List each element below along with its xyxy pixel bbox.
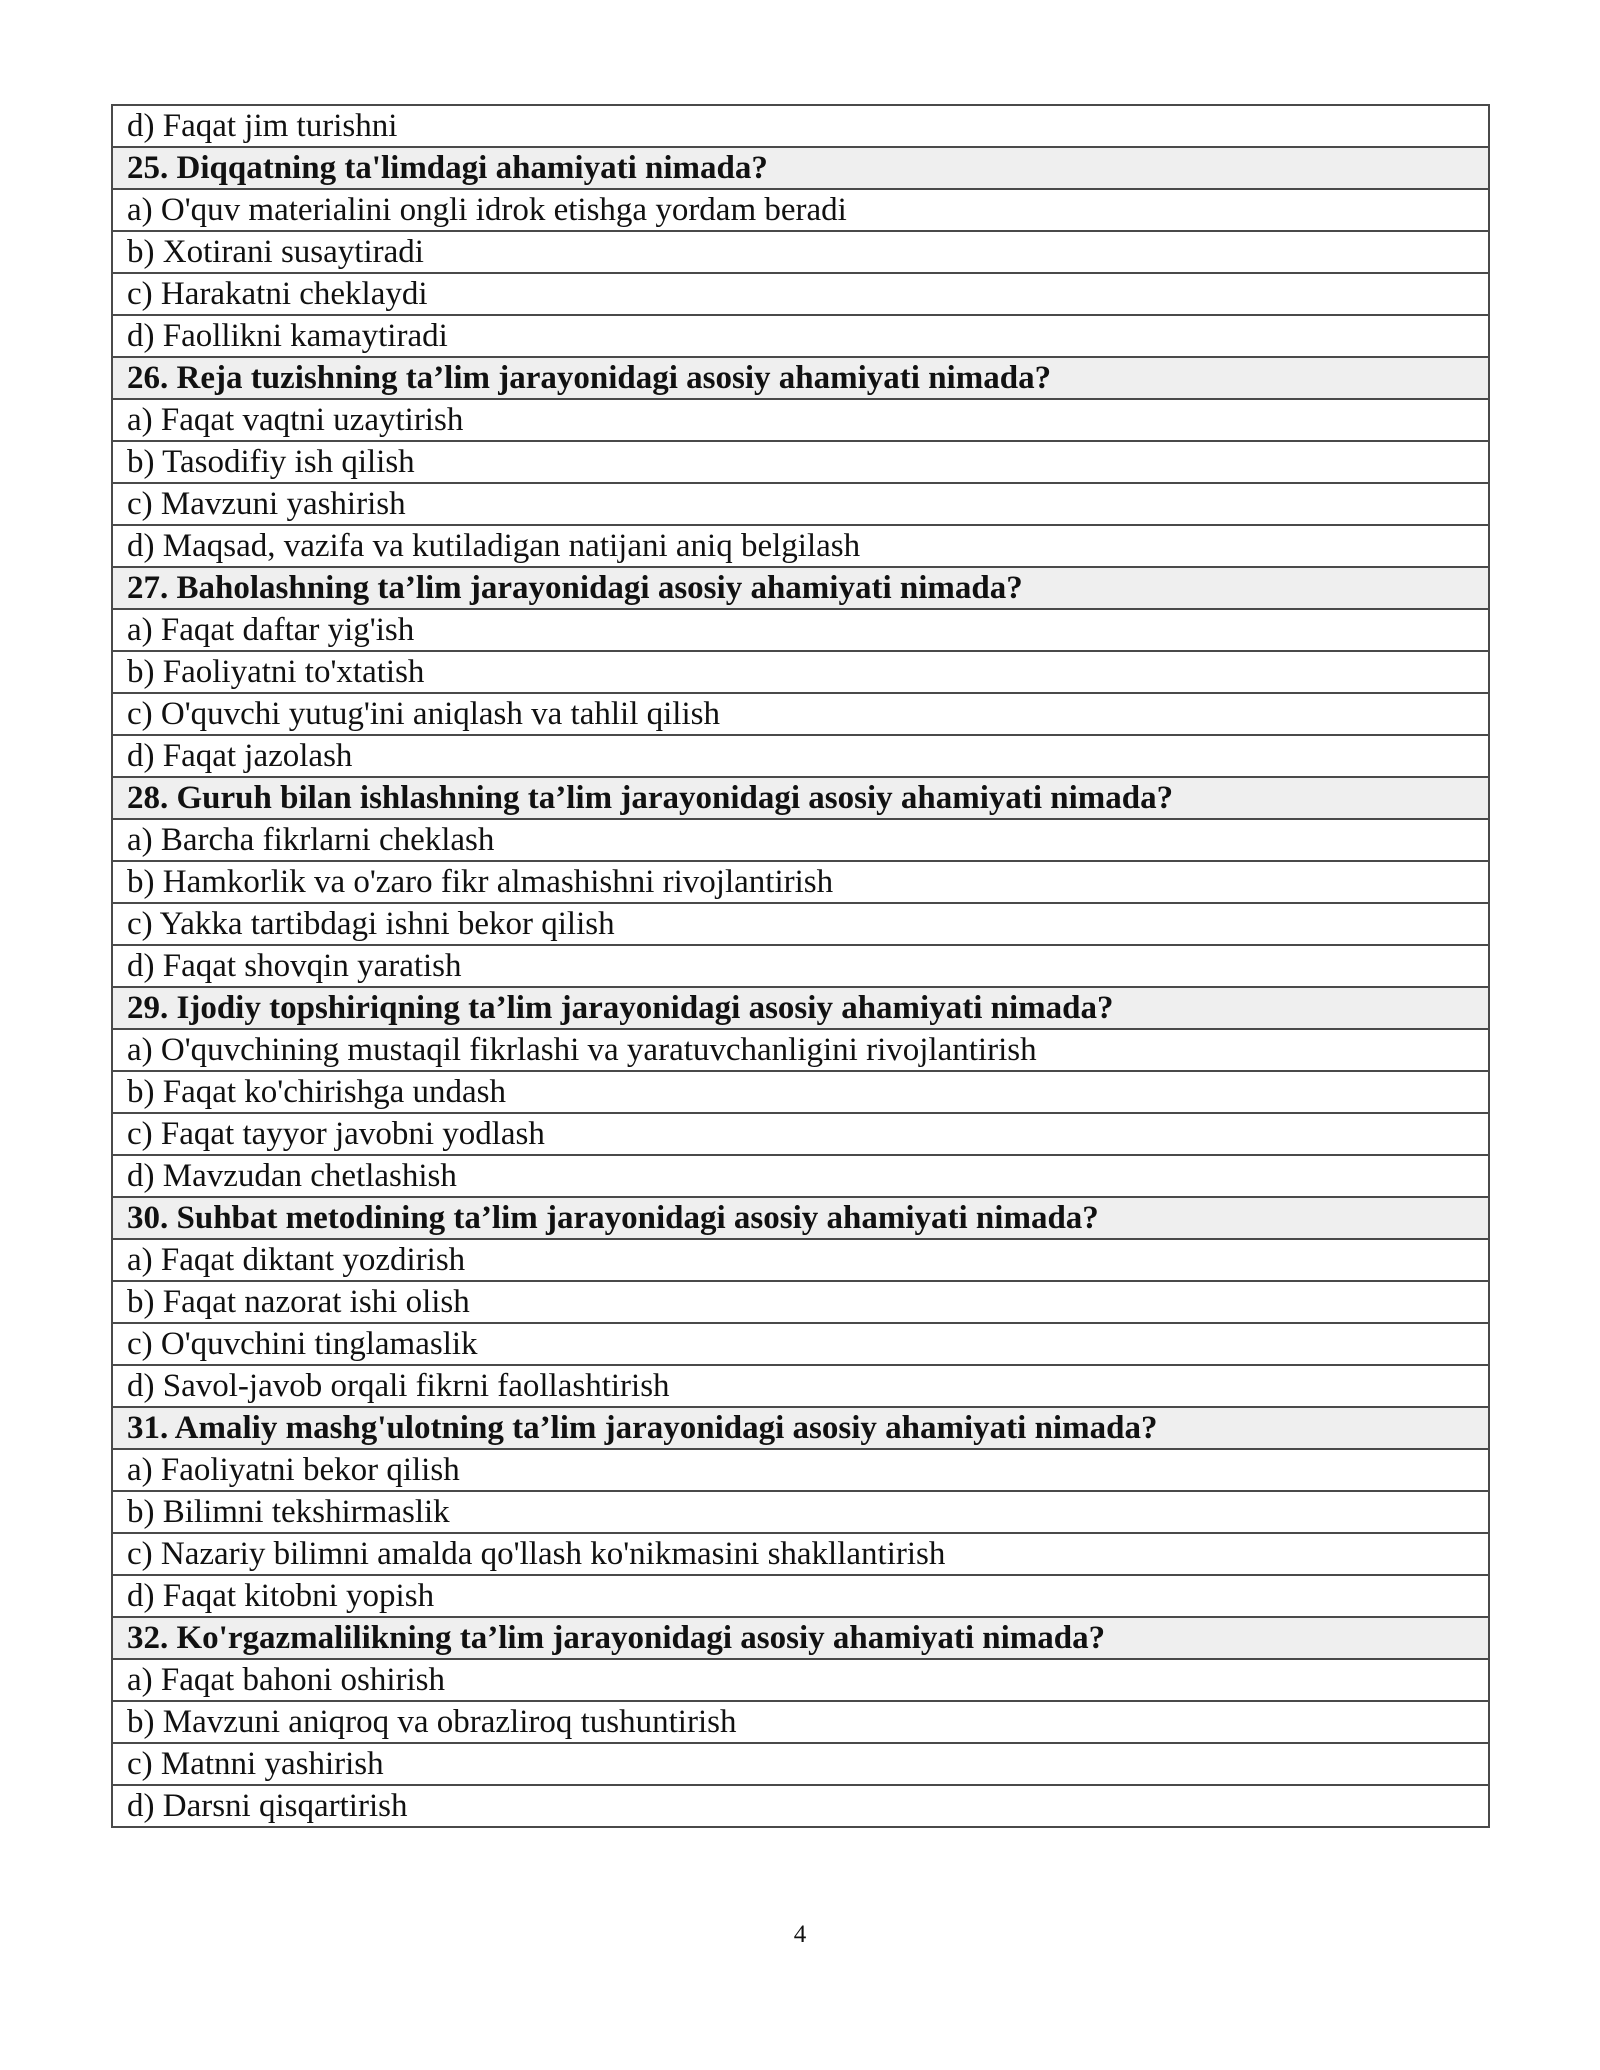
- question-text: 31. Amaliy mashg'ulotning ta’lim jarayonidagi asosiy ahamiyati nimada?: [112, 1407, 1489, 1449]
- question-text: 27. Baholashning ta’lim jarayonidagi asosiy ahamiyati nimada?: [112, 567, 1489, 609]
- answer-option-row: [112, 945, 1489, 987]
- question-row: [112, 357, 1489, 399]
- answer-option-row: [112, 315, 1489, 357]
- question-text: 29. Ijodiy topshiriqning ta’lim jarayonidagi asosiy ahamiyati nimada?: [112, 987, 1489, 1029]
- question-row: [112, 777, 1489, 819]
- answer-option-text: b) Faqat ko'chirishga undash: [112, 1071, 1489, 1113]
- answer-option-text: d) Faqat jazolash: [112, 735, 1489, 777]
- answer-option-text: b) Tasodifiy ish qilish: [112, 441, 1489, 483]
- page-number: 4: [793, 1921, 807, 1948]
- question-text: 28. Guruh bilan ishlashning ta’lim jarayonidagi asosiy ahamiyati nimada?: [112, 777, 1489, 819]
- answer-option-text: c) Matnni yashirish: [112, 1743, 1489, 1785]
- answer-option-text: c) Nazariy bilimni amalda qo'llash ko'nikmasini shakllantirish: [112, 1533, 1489, 1575]
- answer-option-text: d) Faqat jim turishni: [112, 105, 1489, 147]
- answer-option-text: a) Barcha fikrlarni cheklash: [112, 819, 1489, 861]
- answer-option-row: [112, 1491, 1489, 1533]
- answer-option-text: a) Faqat vaqtni uzaytirish: [112, 399, 1489, 441]
- answer-option-text: b) Hamkorlik va o'zaro fikr almashishni rivojlantirish: [112, 861, 1489, 903]
- answer-option-text: a) Faqat diktant yozdirish: [112, 1239, 1489, 1281]
- answer-option-row: [112, 1785, 1489, 1827]
- answer-option-text: d) Faqat shovqin yaratish: [112, 945, 1489, 987]
- answer-option-text: a) O'quvchining mustaqil fikrlashi va yaratuvchanligini rivojlantirish: [112, 1029, 1489, 1071]
- question-text: 30. Suhbat metodining ta’lim jarayonidagi asosiy ahamiyati nimada?: [112, 1197, 1489, 1239]
- answer-option-text: d) Darsni qisqartirish: [112, 1785, 1489, 1827]
- answer-option-row: [112, 903, 1489, 945]
- answer-option-row: [112, 819, 1489, 861]
- answer-option-row: [112, 1365, 1489, 1407]
- answer-option-row: [112, 1701, 1489, 1743]
- answer-option-text: d) Maqsad, vazifa va kutiladigan natijani aniq belgilash: [112, 525, 1489, 567]
- answer-option-row: [112, 1533, 1489, 1575]
- quiz-table: [111, 104, 1490, 1828]
- answer-option-text: c) O'quvchi yutug'ini aniqlash va tahlil qilish: [112, 693, 1489, 735]
- answer-option-row: [112, 441, 1489, 483]
- question-row: [112, 1407, 1489, 1449]
- answer-option-text: d) Savol-javob orqali fikrni faollashtirish: [112, 1365, 1489, 1407]
- answer-option-row: [112, 861, 1489, 903]
- answer-option-row: [112, 1239, 1489, 1281]
- answer-option-row: [112, 1071, 1489, 1113]
- answer-option-row: [112, 1659, 1489, 1701]
- answer-option-text: a) Faoliyatni bekor qilish: [112, 1449, 1489, 1491]
- answer-option-row: [112, 1113, 1489, 1155]
- answer-option-row: [112, 273, 1489, 315]
- answer-option-text: a) Faqat daftar yig'ish: [112, 609, 1489, 651]
- answer-option-row: [112, 1449, 1489, 1491]
- answer-option-row: [112, 1575, 1489, 1617]
- answer-option-row: [112, 735, 1489, 777]
- answer-option-text: d) Faqat kitobni yopish: [112, 1575, 1489, 1617]
- answer-option-text: b) Mavzuni aniqroq va obrazliroq tushuntirish: [112, 1701, 1489, 1743]
- question-text: 26. Reja tuzishning ta’lim jarayonidagi asosiy ahamiyati nimada?: [112, 357, 1489, 399]
- answer-option-text: b) Faqat nazorat ishi olish: [112, 1281, 1489, 1323]
- answer-option-row: [112, 105, 1489, 147]
- answer-option-text: b) Faoliyatni to'xtatish: [112, 651, 1489, 693]
- question-text: 25. Diqqatning ta'limdagi ahamiyati nimada?: [112, 147, 1489, 189]
- question-row: [112, 987, 1489, 1029]
- question-text: 32. Ko'rgazmalilikning ta’lim jarayonidagi asosiy ahamiyati nimada?: [112, 1617, 1489, 1659]
- answer-option-row: [112, 399, 1489, 441]
- answer-option-row: [112, 693, 1489, 735]
- quiz-table-body: [112, 105, 1489, 1827]
- answer-option-row: [112, 231, 1489, 273]
- answer-option-row: [112, 1155, 1489, 1197]
- question-row: [112, 567, 1489, 609]
- answer-option-text: c) Yakka tartibdagi ishni bekor qilish: [112, 903, 1489, 945]
- answer-option-text: b) Xotirani susaytiradi: [112, 231, 1489, 273]
- answer-option-row: [112, 1743, 1489, 1785]
- answer-option-row: [112, 483, 1489, 525]
- answer-option-row: [112, 651, 1489, 693]
- answer-option-text: d) Faollikni kamaytiradi: [112, 315, 1489, 357]
- answer-option-text: b) Bilimni tekshirmaslik: [112, 1491, 1489, 1533]
- answer-option-row: [112, 1281, 1489, 1323]
- answer-option-row: [112, 1029, 1489, 1071]
- answer-option-row: [112, 1323, 1489, 1365]
- answer-option-text: c) O'quvchini tinglamaslik: [112, 1323, 1489, 1365]
- answer-option-row: [112, 609, 1489, 651]
- answer-option-row: [112, 189, 1489, 231]
- answer-option-text: c) Mavzuni yashirish: [112, 483, 1489, 525]
- answer-option-text: a) Faqat bahoni oshirish: [112, 1659, 1489, 1701]
- answer-option-row: [112, 525, 1489, 567]
- answer-option-text: a) O'quv materialini ongli idrok etishga yordam beradi: [112, 189, 1489, 231]
- question-row: [112, 147, 1489, 189]
- answer-option-text: d) Mavzudan chetlashish: [112, 1155, 1489, 1197]
- answer-option-text: c) Faqat tayyor javobni yodlash: [112, 1113, 1489, 1155]
- answer-option-text: c) Harakatni cheklaydi: [112, 273, 1489, 315]
- question-row: [112, 1197, 1489, 1239]
- question-row: [112, 1617, 1489, 1659]
